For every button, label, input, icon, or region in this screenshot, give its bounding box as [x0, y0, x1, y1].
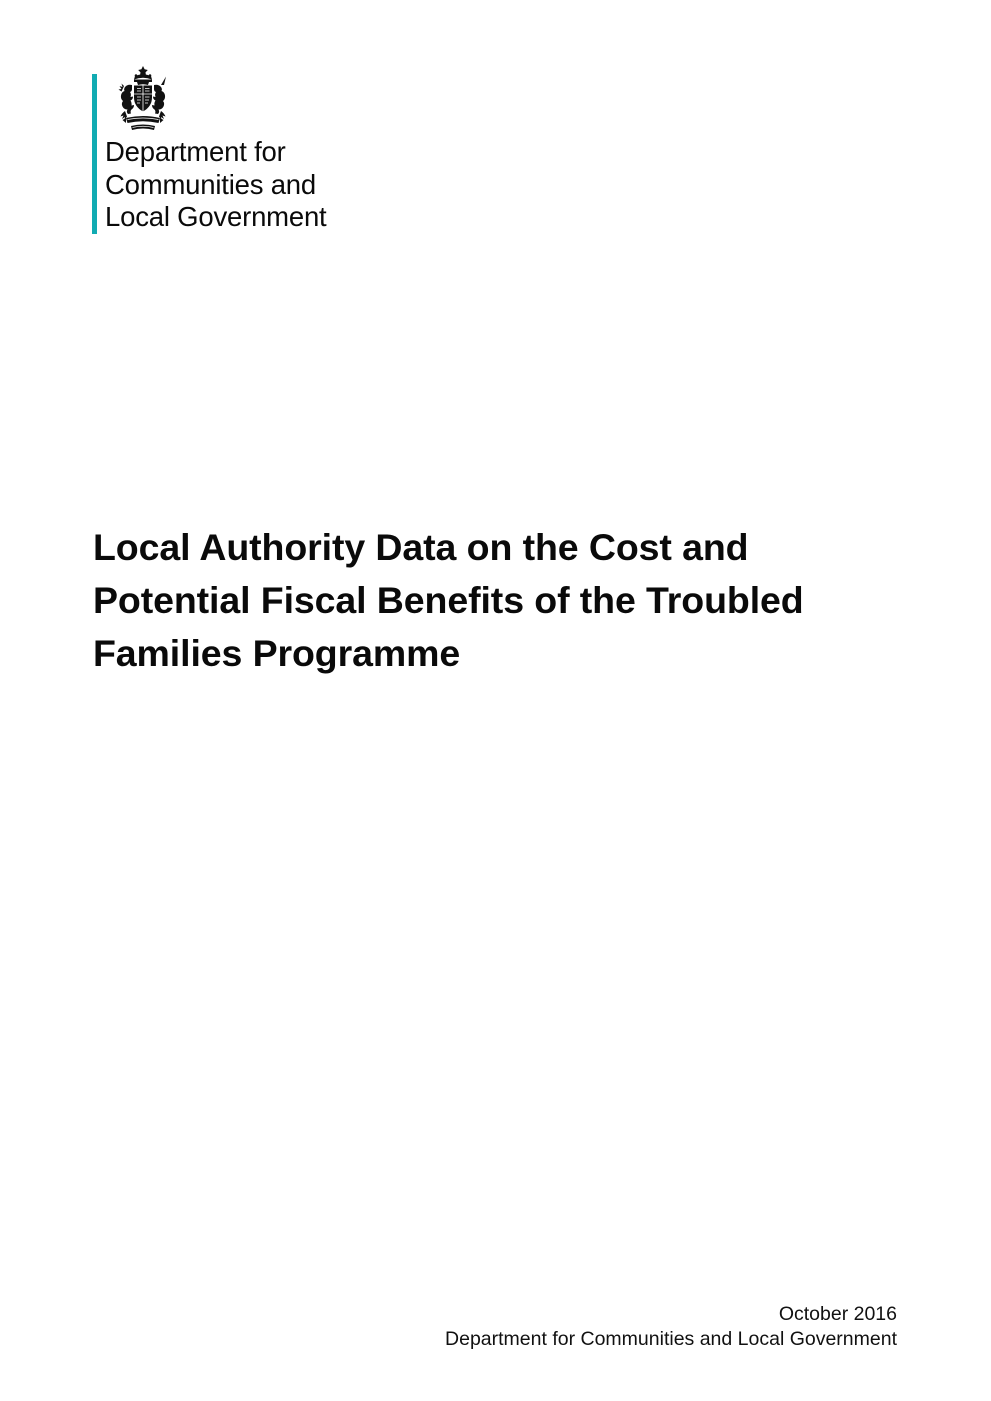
department-name-line-3: Local Government [105, 201, 327, 232]
page-title [93, 521, 853, 680]
department-name-line-1: Department for [105, 136, 286, 167]
department-name-line-2: Communities and [105, 168, 316, 200]
page-title-line-2: Potential Fiscal Benefits of the Troubled [93, 579, 804, 622]
cover-footer [197, 1302, 897, 1352]
publication-date: October 2016 [778, 1303, 897, 1325]
page-title-line-1: Local Authority Data on the Cost and [93, 526, 749, 569]
page-title-line-3: Families Programme [93, 632, 461, 675]
teal-accent-rule [92, 74, 97, 234]
department-name [105, 136, 505, 234]
publisher-name: Department for Communities and Local Government [445, 1328, 897, 1350]
department-logo [92, 74, 512, 239]
royal-coat-of-arms-icon [111, 63, 175, 135]
